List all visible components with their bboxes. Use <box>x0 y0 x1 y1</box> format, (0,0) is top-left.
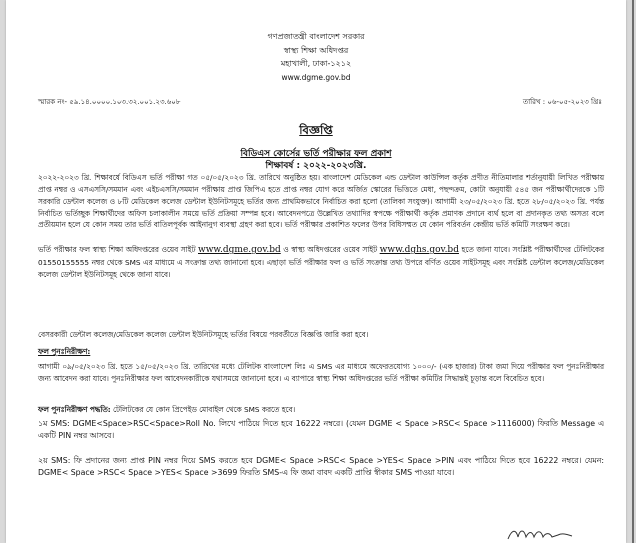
office-website: www.dgme.gov.bd <box>281 72 351 82</box>
review-paragraph: আগামী ০৯/০৫/২০২৩ খ্রি. হতে ১৫/০৫/২০২৩ খ্রি. তারিখের মধ্যে টেলিটক বাংলাদেশ লিঃ এ SMS এর মাধ্যমে অফেরতযোগ্য ১০০০/- (এক হাজার) টাকা জমা দিয়ে পরীক্ষার ফল পুনঃনিরীক্ষার জন্য আবেদন করা যাবে। পুনঃনিরীক্ষার ফল আবেদনকারীকে যথাসময়ে জানানো হবে। এ ব্যাপারে স্বাস্থ্য শিক্ষা অধিদপ্তরের ভর্তি পরীক্ষা কমিটির সিদ্ধান্তই চূড়ান্ত বলে বিবেচিত হবে। <box>38 362 604 384</box>
notice-title: বিজ্ঞপ্তি <box>299 123 333 137</box>
academic-year: শিক্ষাবর্ষ : ২০২২-২০২৩খ্রি. <box>265 161 367 171</box>
government-name: গণপ্রজাতন্ত্রী বাংলাদেশ সরকার <box>267 32 365 41</box>
sms-step-1: ১ম SMS: DGME<Space>RSC<Space>Roll No. লিখে পাঠিয়ে দিতে হবে 16222 নম্বরে। (যেমন DGME < Space >RSC< Space >1116000) ফিরতি Message এ একটি PIN নম্বর আসবে। <box>38 418 604 440</box>
subject-block <box>6 148 626 172</box>
sms-step-2: ২য় SMS: ফি প্রদানের জন্য প্রাপ্ত PIN নম্বর দিয়ে SMS করতে হবে DGME< Space >RSC< Space >YES< Space >PIN এবং পাঠিয়ে দিতে হবে 16222 নম্বরে। যেমন: DGME< Space >RSC< Space >YES< Space >3699 ফিরতি SMS-এ ফি জমা বাবদ একটি প্রাপ্তি স্বীকার SMS পাওয়া যাবে। <box>38 455 604 477</box>
private-college-paragraph: বেসরকারী ডেন্টাল কলেজ/মেডিকেল কলেজ ডেন্টাল ইউনিটসমূহে ভর্তির বিষয়ে পরবর্তীতে বিজ্ঞপ্তি জারি করা হবে। <box>38 330 369 340</box>
notice-page <box>6 0 626 543</box>
signature-mark <box>506 525 576 543</box>
memo-number: স্মারক নং- ৫৯.১৪.০০০০.১০৩.৩২.০০১.২৩.৬০৮ <box>38 98 181 106</box>
department-name: স্বাস্থ্য শিক্ষা অধিদপ্তর <box>283 45 349 55</box>
result-paragraph: ২০২২-২০২৩ খ্রি. শিক্ষাবর্ষে বিডিএস ভর্তি পরীক্ষা গত ০৫/০৫/২০২৩ খ্রি. তারিখে অনুষ্ঠিত হয়। বাংলাদেশ মেডিকেল এন্ড ডেন্টাল কাউন্সিল কর্তৃক প্রণীত নীতিমালার শর্তানুযায়ী লিখিত পরীক্ষায় প্রাপ্ত নম্বর ও এসএসসি/সমমান এবং এইচএসসি/সমমান পরীক্ষায় প্রাপ্ত জিপিএ হতে প্রাপ্ত নম্বর যোগ করে অর্জিত স্কোরের ভিত্তিতে মেধা, পছন্দক্রম, কোটা অনুযায়ী ৫৪৫ জন পরীক্ষার্থীদেরকে ১টি সরকারি ডেন্টাল কলেজ ও ৮টি মেডিকেল কলেজ ডেন্টাল ইউনিটসমূহে ভর্তির জন্য প্রাথমিকভাবে নির্বাচিত করা হলো (তালিকা সংযুক্ত)। আগামী ২৩/০৫/২০২৩ খ্রি. হতে ২৮/০৫/২০২৩ খ্রি. পর্যন্ত নির্বাচিত ভর্তিচ্ছুক শিক্ষার্থীদের অফিস চলাকালীন সময়ে ভর্তি প্রক্রিয়া সম্পন্ন হবে। আবেদনপত্রে উল্লেখিত তথ্যাদির স্বপক্ষে পরীক্ষার্থী কর্তৃক প্রমাণক প্রদানে ব্যর্থ হলে বা প্রদানকৃত তথ্য অসত্য বলে প্রতীয়মান হলে যে কোন সময় তার ভর্তি বাতিলপূর্বক আইনানুগ ব্যবস্থা গ্রহণ করা হবে। ভর্তি পরীক্ষার প্রকাশিত ফলের উপর বিধিসম্মত যে কোন পরিবর্তন কেন্দ্রীয় ভর্তি কমিটি সংরক্ষণ করে। <box>38 173 604 230</box>
website-paragraph: ভর্তি পরীক্ষার ফল স্বাস্থ্য শিক্ষা অধিদপ্তরের ওয়েব সাইট www.dgme.gov.bd ও স্বাস্থ্য অধিদপ্তরের ওয়েব সাইট www.dghs.gov.bd হতে জানা যাবে। সংশ্লিষ্ট পরীক্ষার্থীদের টেলিটকের 01550155555 নম্বর থেকে SMS এর মাধ্যমে এ সংক্রান্ত তথ্য জানানো হবে। এছাড়া ভর্তি পরীক্ষার ফল ও ভর্তি সংক্রান্ত তথ্য উপরে বর্ণিত ওয়েব সাইটসমূহ এবং সংশ্লিষ্ট ডেন্টাল কলেজ/মেডিকেল কলেজ ডেন্টাল ইউনিটসমূহ থেকে জানা যাবে। <box>38 245 604 279</box>
subject-line: বিডিএস কোর্সের ভর্তি পরীক্ষার ফল প্রকাশ <box>240 149 392 159</box>
memo-date: তারিখ : ০৬-০৫-২০২৩ খ্রিঃ <box>522 98 602 106</box>
review-heading: ফল পুনঃনিরীক্ষণ: <box>38 347 91 357</box>
page-edge <box>632 0 634 543</box>
letterhead <box>6 30 626 84</box>
review-method: ফল পুনঃনিরীক্ষণ পদ্ধতি: টেলিটকের যে কোন প্রিপেইড মোবাইল থেকে SMS করতে হবে। <box>38 405 296 415</box>
dgme-link[interactable]: www.dgme.gov.bd <box>198 245 281 256</box>
office-address: মহাখালী, ঢাকা-১২১২ <box>280 59 352 68</box>
dghs-link[interactable]: www.dghs.gov.bd <box>379 245 459 256</box>
